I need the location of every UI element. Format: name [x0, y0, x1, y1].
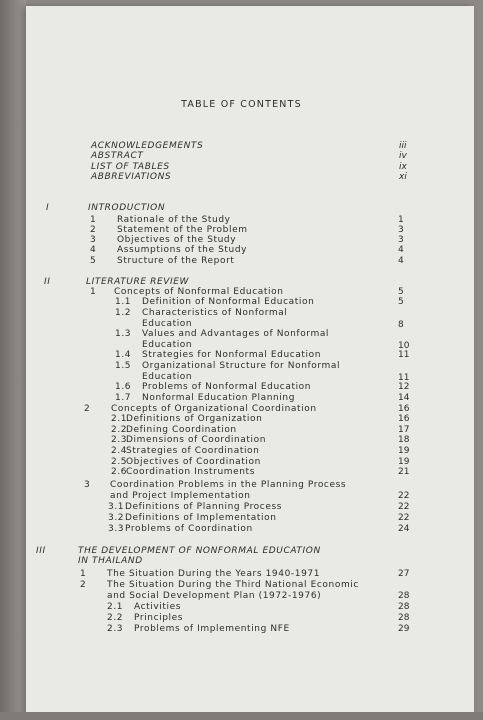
entry-number: 2 [80, 580, 87, 590]
entry-page: 5 [398, 297, 404, 307]
entry-page: 8 [398, 320, 404, 330]
entry-title: Problems of Coordination [125, 524, 253, 534]
entry-title: Nonformal Education Planning [142, 393, 296, 403]
entry-page: 5 [398, 287, 404, 297]
entry-page: 4 [398, 245, 404, 255]
entry-page: 24 [398, 524, 410, 534]
entry-title: Problems of Nonformal Education [142, 382, 312, 392]
front-matter-page: iii [399, 141, 407, 151]
entry-number: 3.3 [108, 524, 125, 534]
entry-number: 1.3 [115, 329, 132, 339]
chapter-title: LITERATURE REVIEW [86, 277, 190, 287]
front-matter-label: ACKNOWLEDGEMENTS [91, 141, 204, 151]
chapter-number: III [36, 546, 46, 556]
chapter-title: THE DEVELOPMENT OF NONFORMAL EDUCATION [78, 546, 321, 556]
entry-page: 28 [398, 602, 410, 612]
front-matter-label: ABBREVIATIONS [91, 172, 172, 182]
entry-title: Strategies of Coordination [126, 446, 260, 456]
entry-page: 16 [398, 414, 410, 424]
entry-title-cont: and Social Development Plan (1972-1976) [107, 590, 322, 601]
entry-title: Dimensions of Coordination [126, 435, 267, 445]
entry-page: 1 [398, 215, 404, 225]
entry-number: 1.1 [115, 297, 132, 307]
front-matter-page: ix [399, 162, 407, 172]
entry-title-cont: Education [142, 371, 193, 382]
entry-title-cont: and Project Implementation [110, 490, 251, 501]
entry-title: Strategies for Nonformal Education [142, 350, 322, 360]
entry-title: Statement of the Problem [117, 225, 248, 235]
entry-number: 4 [90, 245, 97, 255]
entry-title: Definitions of Organization [126, 414, 263, 424]
entry-number: 2.2 [107, 613, 124, 623]
entry-number: 1 [90, 287, 97, 297]
entry-title: The Situation During the Third National Economic [107, 580, 359, 590]
entry-page: 12 [398, 382, 410, 392]
page-title: TABLE OF CONTENTS [181, 99, 302, 110]
entry-page: 28 [398, 613, 410, 623]
entry-page: 19 [398, 446, 410, 456]
entry-page: 3 [398, 225, 404, 235]
entry-page: 22 [398, 502, 410, 512]
entry-title: Objectives of Coordination [126, 457, 261, 467]
page-shadow-bottom [0, 712, 483, 720]
entry-number: 1 [90, 215, 97, 225]
entry-title: Organizational Structure for Nonformal [142, 361, 341, 371]
entry-number: 1.4 [115, 350, 132, 360]
entry-title-cont: Education [142, 318, 193, 329]
entry-title: Defining Coordination [126, 425, 237, 435]
front-matter-page: xi [399, 172, 407, 182]
entry-page: 18 [398, 435, 410, 445]
chapter-number: I [46, 203, 50, 213]
front-matter-label: ABSTRACT [91, 151, 144, 161]
entry-number: 2.3 [107, 624, 124, 634]
entry-title: Values and Advantages of Nonformal [142, 329, 330, 339]
entry-title: Characteristics of Nonformal [142, 308, 288, 318]
entry-title: Activities [134, 602, 182, 612]
entry-page: 4 [398, 256, 404, 266]
entry-title: Coordination Problems in the Planning Process [110, 480, 347, 490]
entry-page: 14 [398, 393, 410, 403]
entry-page: 27 [398, 569, 410, 579]
entry-page: 3 [398, 235, 404, 245]
entry-number: 2.1 [111, 414, 128, 424]
entry-title: Definitions of Implementation [125, 513, 277, 523]
entry-number: 2.1 [107, 602, 124, 612]
entry-page: 16 [398, 404, 410, 414]
entry-number: 2.3 [111, 435, 128, 445]
entry-number: 2 [90, 225, 97, 235]
entry-number: 3.1 [108, 502, 125, 512]
entry-title-cont: Education [142, 339, 193, 350]
entry-title: Definition of Nonformal Education [142, 297, 315, 307]
entry-title: The Situation During the Years 1940-1971 [107, 569, 321, 579]
chapter-title: INTRODUCTION [88, 203, 166, 213]
entry-number: 1.7 [115, 393, 132, 403]
entry-page: 11 [398, 350, 410, 360]
front-matter-label: LIST OF TABLES [91, 162, 170, 172]
entry-number: 5 [90, 256, 97, 266]
entry-number: 2 [84, 404, 91, 414]
entry-title: Concepts of Organizational Coordination [111, 404, 317, 414]
entry-title: Definitions of Planning Process [125, 502, 283, 512]
entry-title: Objectives of the Study [117, 235, 237, 245]
entry-number: 2.2 [111, 425, 128, 435]
entry-number: 3 [90, 235, 97, 245]
entry-page: 22 [398, 513, 410, 523]
entry-page: 10 [398, 341, 410, 351]
entry-number: 2.6 [111, 467, 128, 477]
entry-number: 1.6 [115, 382, 132, 392]
entry-page: 17 [398, 425, 410, 435]
entry-title: Principles [134, 613, 184, 623]
entry-title: Structure of the Report [117, 256, 235, 266]
front-matter-page: iv [399, 151, 407, 161]
entry-title: Problems of Implementing NFE [134, 624, 290, 634]
entry-page: 19 [398, 457, 410, 467]
entry-page: 28 [398, 591, 410, 601]
entry-title: Concepts of Nonformal Education [114, 287, 284, 297]
entry-number: 3.2 [108, 513, 125, 523]
entry-number: 2.4 [111, 446, 128, 456]
entry-title: Rationale of the Study [117, 215, 231, 225]
entry-number: 1.5 [115, 361, 132, 371]
entry-page: 22 [398, 490, 410, 501]
entry-number: 2.5 [111, 457, 128, 467]
entry-title: Coordination Instruments [126, 467, 255, 477]
chapter-title-cont: IN THAILAND [78, 556, 143, 566]
chapter-number: II [44, 277, 51, 287]
entry-page: 29 [398, 624, 410, 634]
entry-number: 1.2 [115, 308, 132, 318]
entry-number: 1 [80, 569, 87, 579]
entry-page: 21 [398, 467, 410, 477]
entry-number: 3 [84, 480, 91, 490]
entry-title: Assumptions of the Study [117, 245, 248, 255]
entry-page: 11 [398, 373, 410, 383]
